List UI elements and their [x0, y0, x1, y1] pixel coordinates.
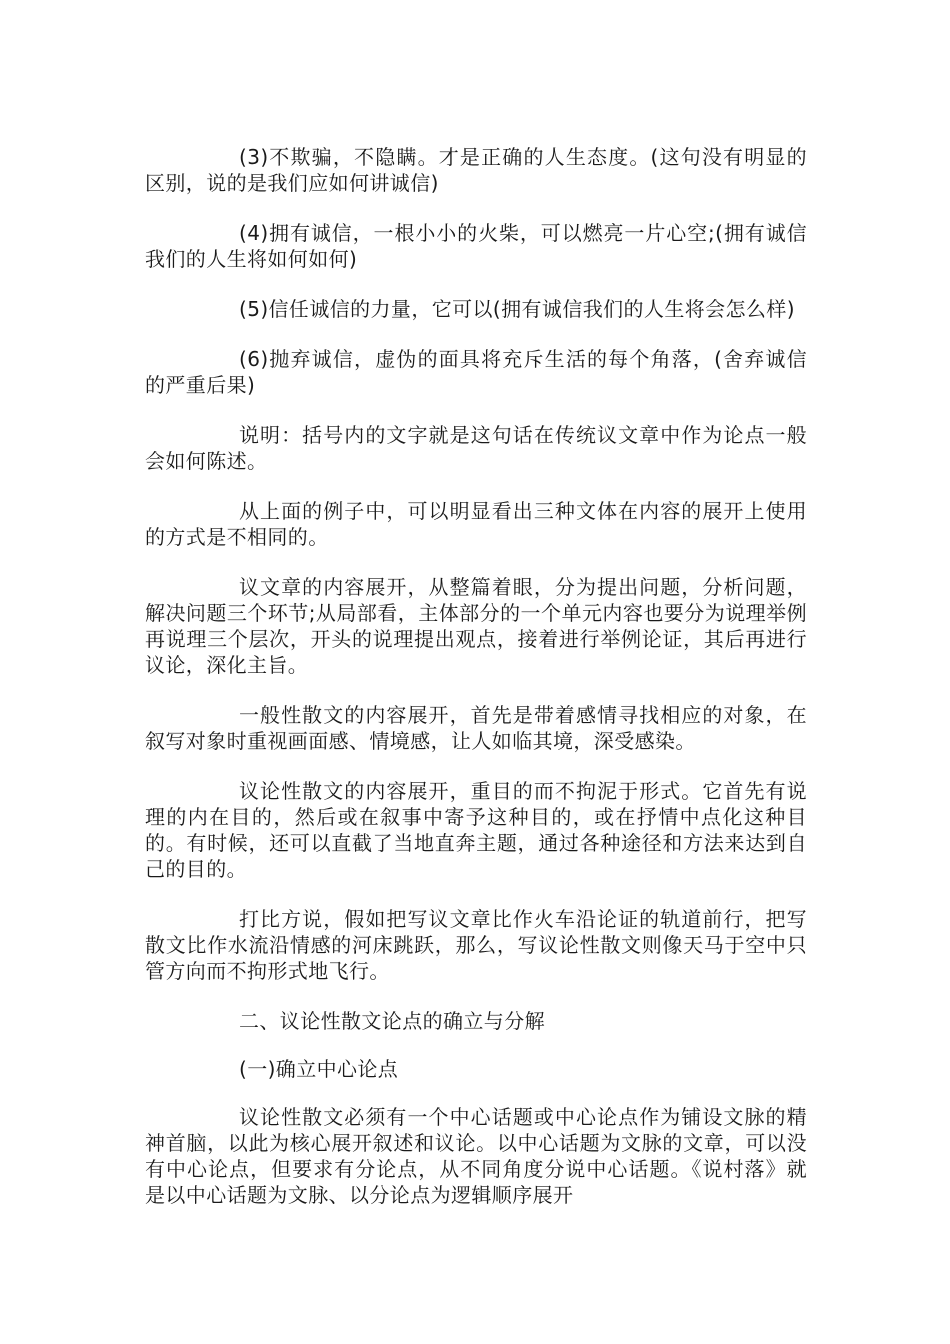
- paragraph-13: 议论性散文必须有一个中心话题或中心论点作为铺设文脉的精神首脑，以此为核心展开叙述和议论。以中心话题为文脉的文章，可以没有中心论点，但要求有分论点，从不同角度分说中心话题。《说村落》就是以中心话题为文脉、以分论点为逻辑顺序展开: [145, 1105, 807, 1207]
- paragraph-2: (4)拥有诚信，一根小小的火柴，可以燃亮一片心空;(拥有诚信我们的人生将如何如何): [145, 221, 807, 271]
- paragraph-5: 说明：括号内的文字就是这句话在传统议文章中作为论点一般会如何陈述。: [145, 423, 807, 473]
- paragraph-1: (3)不欺骗，不隐瞒。才是正确的人生态度。(这句没有明显的区别，说的是我们应如何讲诚信): [145, 145, 807, 195]
- subsection-heading: (一)确立中心论点: [239, 1057, 399, 1081]
- paragraph-9: 议论性散文的内容展开，重目的而不拘泥于形式。它首先有说理的内在目的，然后或在叙事中寄予这种目的，或在抒情中点化这种目的。有时候，还可以直截了当地直奔主题，通过各种途径和方法来达到自己的目的。: [145, 779, 807, 881]
- paragraph-4: (6)抛弃诚信，虚伪的面具将充斥生活的每个角落，(舍弃诚信的严重后果): [145, 347, 807, 397]
- section-heading: 二、议论性散文论点的确立与分解: [239, 1009, 545, 1033]
- paragraph-10: 打比方说，假如把写议文章比作火车沿论证的轨道前行，把写散文比作水流沿情感的河床跳跃，那么，写议论性散文则像天马于空中只管方向而不拘形式地飞行。: [145, 907, 807, 983]
- paragraph-3: (5)信任诚信的力量，它可以(拥有诚信我们的人生将会怎么样): [239, 297, 795, 321]
- paragraph-8: 一般性散文的内容展开，首先是带着感情寻找相应的对象，在叙写对象时重视画面感、情境感，让人如临其境，深受感染。: [145, 703, 807, 753]
- paragraph-6: 从上面的例子中，可以明显看出三种文体在内容的展开上使用的方式是不相同的。: [145, 499, 807, 549]
- document-body: [145, 144, 807, 1232]
- paragraph-7: 议文章的内容展开，从整篇着眼，分为提出问题，分析问题，解决问题三个环节;从局部看，主体部分的一个单元内容也要分为说理举例再说理三个层次，开头的说理提出观点，接着进行举例论证，其后再进行议论，深化主旨。: [145, 575, 807, 677]
